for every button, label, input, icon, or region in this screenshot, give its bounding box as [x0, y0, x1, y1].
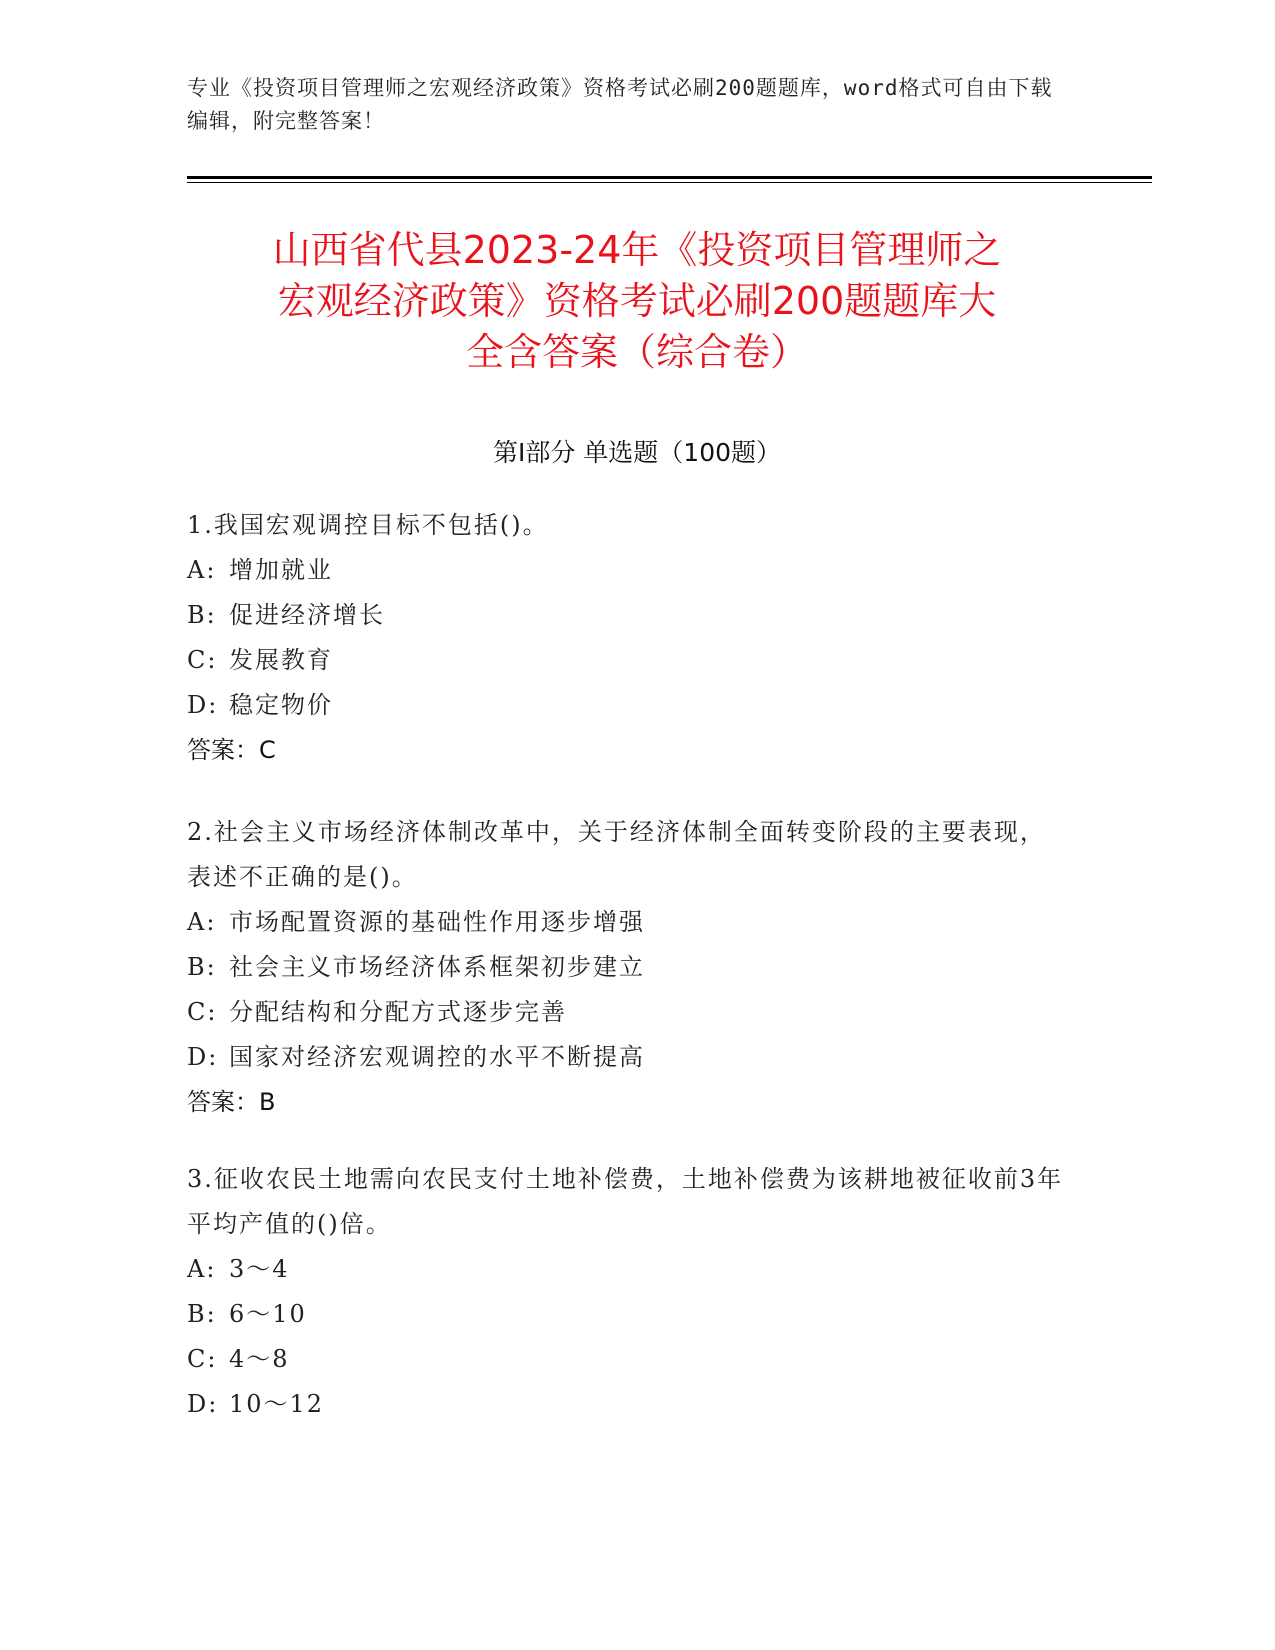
- option-b: [187, 945, 1067, 990]
- option-d: [187, 1035, 1067, 1080]
- option-text: 增加就业: [229, 556, 333, 584]
- option-key: D:: [187, 691, 219, 719]
- option-key: A:: [187, 556, 217, 584]
- answer: 答案：C: [187, 736, 276, 764]
- option-text: 分配结构和分配方式逐步完善: [229, 998, 567, 1026]
- option-c: [187, 990, 1067, 1035]
- option-key: C:: [187, 998, 218, 1026]
- option-key: D:: [187, 1390, 219, 1418]
- question-3: [187, 1157, 1067, 1427]
- option-key: B:: [187, 601, 217, 629]
- document-title: [187, 225, 1087, 378]
- option-d: [187, 683, 1067, 728]
- document-title-line-1: 山西省代县2023-24年《投资项目管理师之: [272, 228, 1002, 272]
- question-text: 2.社会主义市场经济体制改革中，关于经济体制全面转变阶段的主要表现，表述不正确的是()。: [187, 818, 1046, 891]
- section-title: 第Ⅰ部分 单选题（100题）: [492, 438, 782, 467]
- option-key: C:: [187, 1345, 218, 1373]
- question-1: [187, 503, 1067, 773]
- option-key: A:: [187, 1255, 217, 1283]
- option-key: D:: [187, 1043, 219, 1071]
- option-c: [187, 638, 1067, 683]
- option-text: 促进经济增长: [229, 601, 385, 629]
- option-key: B:: [187, 953, 217, 981]
- header-rule-thick: [187, 176, 1152, 179]
- option-text: 稳定物价: [229, 691, 333, 719]
- option-text: 4～8: [229, 1345, 290, 1373]
- question-2: [187, 810, 1067, 1125]
- option-key: B:: [187, 1300, 217, 1328]
- option-text: 发展教育: [229, 646, 333, 674]
- answer: 答案：B: [187, 1088, 276, 1116]
- header-rule-thin: [187, 182, 1152, 183]
- option-a: [187, 548, 1067, 593]
- document-title-line-3: 全含答案（综合卷）: [465, 330, 808, 374]
- option-b: [187, 1292, 1067, 1337]
- question-text: 3.征收农民土地需向农民支付土地补偿费，土地补偿费为该耕地被征收前3年平均产值的()倍。: [187, 1165, 1064, 1238]
- option-a: [187, 1247, 1067, 1292]
- document-title-line-2: 宏观经济政策》资格考试必刷200题题库大: [277, 279, 997, 323]
- option-c: [187, 1337, 1067, 1382]
- option-text: 10～12: [229, 1390, 325, 1418]
- option-text: 国家对经济宏观调控的水平不断提高: [229, 1043, 645, 1071]
- header-note: 专业《投资项目管理师之宏观经济政策》资格考试必刷200题题库，word格式可自由下载编辑，附完整答案！: [187, 76, 1053, 133]
- option-text: 6～10: [229, 1300, 307, 1328]
- option-text: 社会主义市场经济体系框架初步建立: [229, 953, 645, 981]
- option-text: 市场配置资源的基础性作用逐步增强: [229, 908, 645, 936]
- question-text: 1.我国宏观调控目标不包括()。: [187, 511, 549, 539]
- option-text: 3～4: [229, 1255, 290, 1283]
- option-a: [187, 900, 1067, 945]
- option-key: A:: [187, 908, 217, 936]
- option-d: [187, 1382, 1067, 1427]
- option-key: C:: [187, 646, 218, 674]
- option-b: [187, 593, 1067, 638]
